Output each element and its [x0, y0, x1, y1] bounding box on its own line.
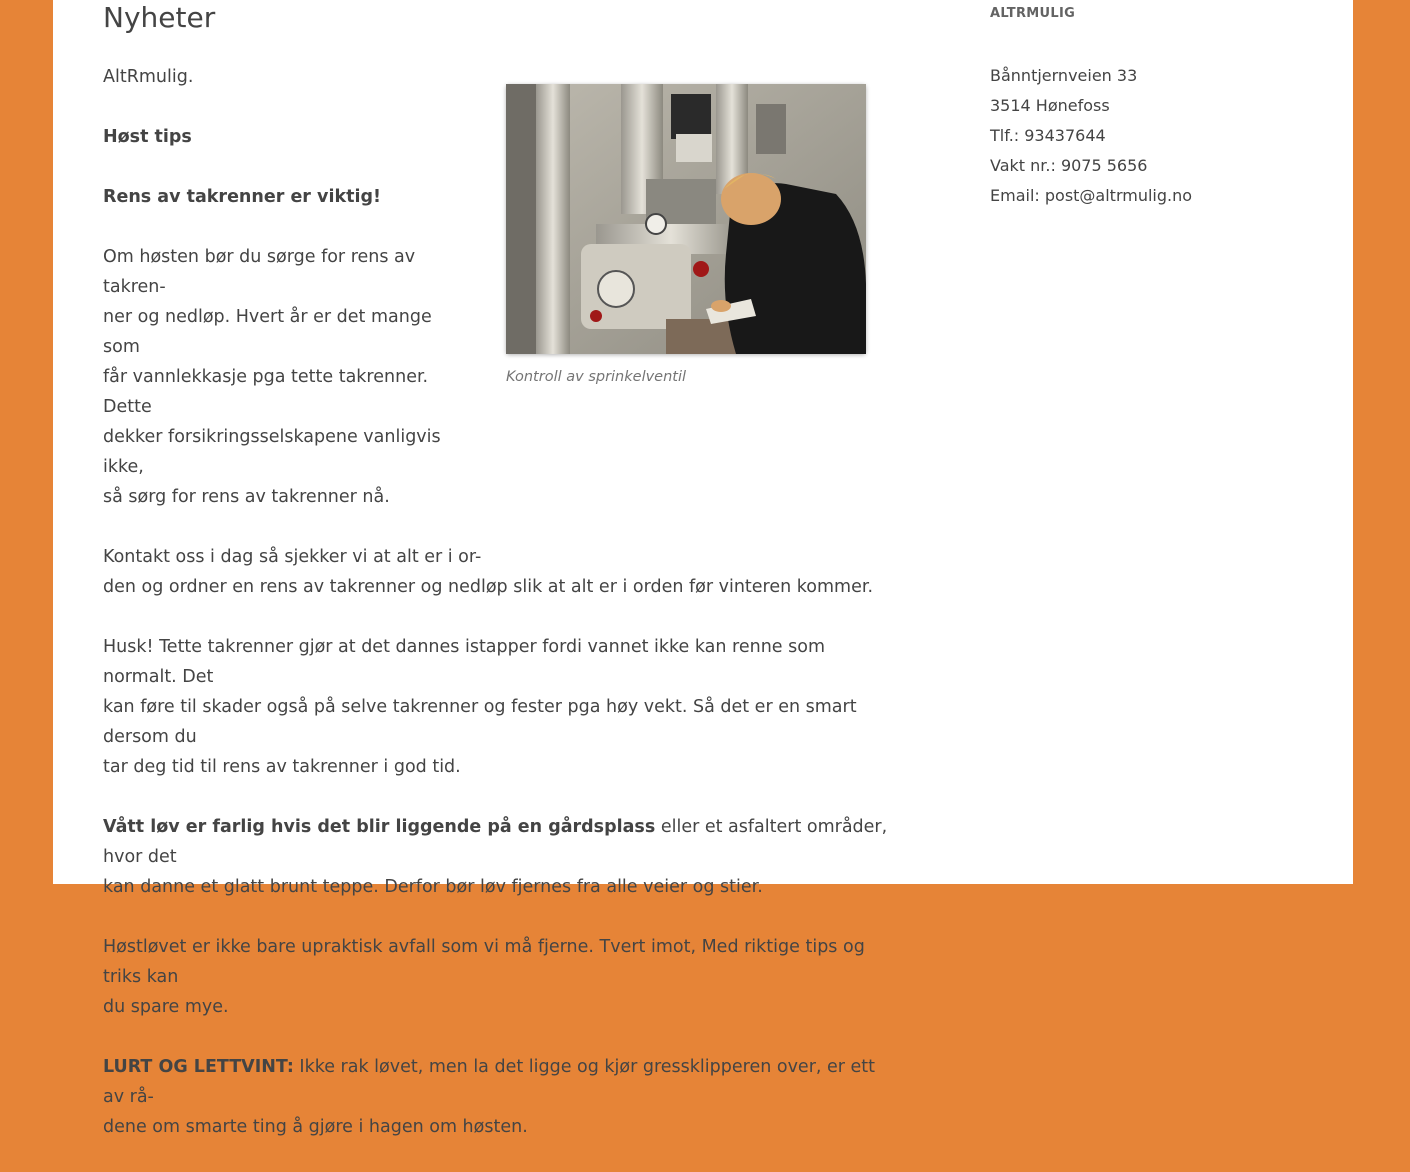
paragraph-4: Vått løv er farlig hvis det blir liggende på en gårdsplass eller et asfaltert områder, hvor det kan danne et glatt brunt teppe. Derfor bør løv fjernes fra alle veier og stier. — [103, 817, 888, 897]
phone-number: Tlf.: 93437644 — [990, 126, 1106, 145]
contact-info — [990, 61, 1192, 211]
street-address: Bånntjernveien 33 — [990, 66, 1138, 85]
paragraph-6: LURT OG LETTVINT: Ikke rak løvet, men la det ligge og kjør gressklipperen over, er ett av rå- dene om smarte ting å gjøre i hagen om høsten. — [103, 1057, 876, 1137]
page-title: Nyheter — [103, 1, 216, 34]
heading-rens-takrenner: Rens av takrenner er viktig! — [103, 187, 381, 207]
heading-host-tips: Høst tips — [103, 127, 192, 147]
p4-bold: Vått løv er farlig hvis det blir liggende på en gårdsplass — [103, 817, 656, 837]
postal-city: 3514 Hønefoss — [990, 96, 1110, 115]
paragraph-5: Høstløvet er ikke bare upraktisk avfall som vi må fjerne. Tvert imot, Med riktige tips og triks kan du spare mye. — [103, 937, 865, 1017]
paragraph-2: Kontakt oss i dag så sjekker vi at alt er i or- den og ordner en rens av takrenner og nedløp slik at alt er i orden før vinteren kommer. — [103, 547, 874, 597]
email-address: Email: post@altrmulig.no — [990, 186, 1193, 205]
figure-caption: Kontroll av sprinkelventil — [506, 369, 687, 385]
intro-text: AltRmulig. — [103, 67, 194, 87]
duty-phone: Vakt nr.: 9075 5656 — [990, 156, 1148, 175]
p6-bold: LURT OG LETTVINT: — [103, 1057, 294, 1077]
article-figure — [506, 84, 866, 387]
paragraph-1: Om høsten bør du sørge for rens av takren- ner og nedløp. Hvert år er det mange som får vannlekkasje pga tette takrenner. Dette dekker forsikringsselskapene vanligvis ikke, så sørg for rens av takrenner nå. — [103, 247, 441, 507]
sprinkler-valve-photo[interactable] — [506, 84, 866, 354]
widget-title: ALTRMULIG — [990, 6, 1076, 21]
page-container — [53, 0, 1353, 1137]
paragraph-3: Husk! Tette takrenner gjør at det dannes istapper fordi vannet ikke kan renne som normalt. Det kan føre til skader også på selve takrenner og fester pga høy vekt. Så det er en smart dersom du tar deg tid til rens av takrenner i god tid. — [103, 637, 857, 777]
